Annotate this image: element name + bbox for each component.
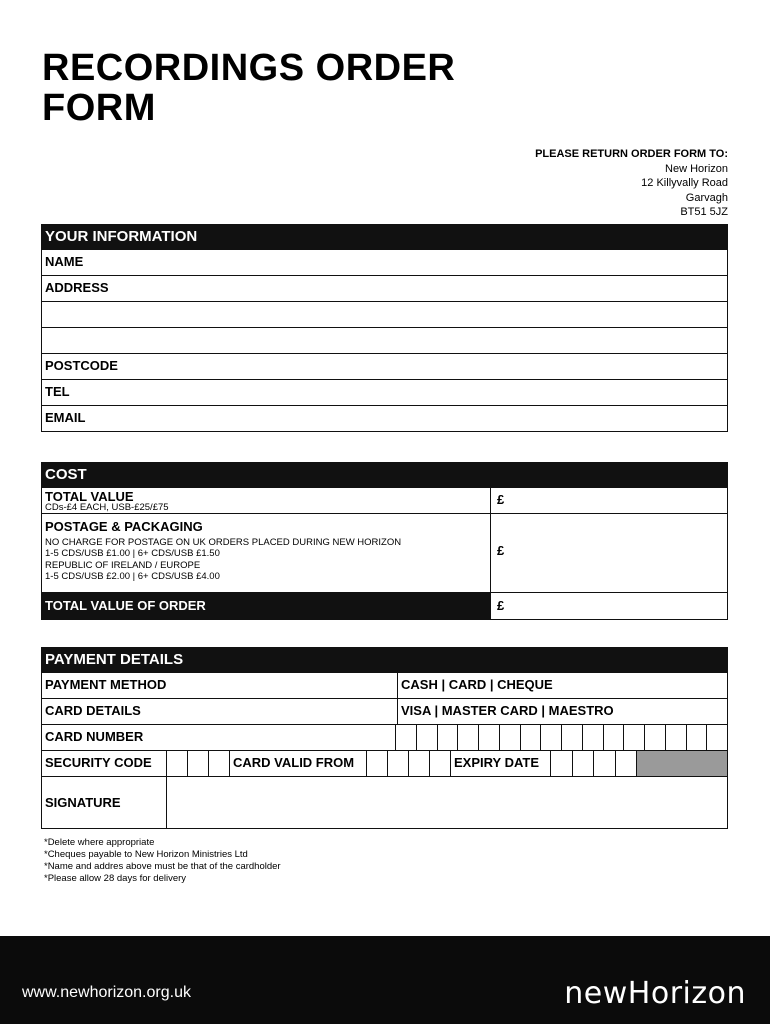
new-horizon-logo: newHorizon [564,976,746,1011]
digit-box[interactable] [429,751,450,776]
name-field[interactable] [41,250,728,276]
your-information-header: YOUR INFORMATION [41,224,728,250]
digit-box[interactable] [408,751,429,776]
return-address [535,147,728,220]
return-line: BT51 5JZ [680,206,728,218]
tel-label: TEL [45,384,70,399]
title-line-1: RECORDINGS ORDER [42,47,456,89]
digit-box[interactable] [437,725,458,750]
payment-method-text: CASH | CARD | CHEQUE [401,677,553,692]
address-field-1[interactable] [41,276,728,302]
email-label: EMAIL [45,410,86,425]
valid-from-label: CARD VALID FROM [233,755,355,770]
digit-box[interactable] [166,751,187,776]
return-heading: PLEASE RETURN ORDER FORM TO: [535,148,728,160]
return-line: Garvagh [685,191,728,204]
note-item: *Cheques payable to New Horizon Ministries Ltd [44,849,248,860]
cost-header: COST [41,462,728,488]
digit-box[interactable] [623,725,644,750]
postage-note: NO CHARGE FOR POSTAGE ON UK ORDERS PLACED DURING NEW HORIZON [45,537,402,548]
digit-box[interactable] [395,725,416,750]
footer [0,936,770,1024]
card-details-row [41,699,728,725]
postage-input[interactable] [490,514,727,592]
payment-section [41,647,728,829]
digit-box[interactable] [187,751,208,776]
total-value-label: TOTAL VALUE [45,489,134,504]
digit-box[interactable] [593,751,615,776]
postage-note: 1-5 CDS/USB £2.00 | 6+ CDS/USB £4.00 [45,571,220,582]
valid-from-boxes[interactable] [366,751,450,776]
cost-section [41,462,728,620]
postcode-field[interactable] [41,354,728,380]
digit-box[interactable] [686,725,707,750]
security-code-boxes[interactable] [166,751,229,776]
total-order-row [41,593,728,620]
security-row [41,751,728,777]
total-value-note: CDs-£4 EACH, USB-£25/£75 [45,502,169,513]
digit-box[interactable] [540,725,561,750]
digit-box[interactable] [582,725,603,750]
title-line-2: FORM [42,87,156,129]
digit-box[interactable] [550,751,572,776]
digit-box[interactable] [572,751,594,776]
digit-box[interactable] [520,725,541,750]
card-number-row [41,725,728,751]
signature-row [41,777,728,829]
payment-method-row [41,673,728,699]
expiry-date-label: EXPIRY DATE [454,755,540,770]
postage-note: REPUBLIC OF IRELAND / EUROPE [45,560,201,571]
digit-box[interactable] [416,725,437,750]
digit-box[interactable] [561,725,582,750]
card-type-options[interactable] [397,699,727,724]
payment-method-label: PAYMENT METHOD [45,677,167,692]
payment-method-options[interactable] [397,673,727,698]
form-title [42,48,455,128]
digit-box[interactable] [665,725,686,750]
digit-box[interactable] [706,725,727,750]
valid-from-label-cell [229,751,366,776]
signature-field[interactable] [166,777,727,828]
digit-box[interactable] [366,751,387,776]
digit-box[interactable] [208,751,229,776]
address-field-2[interactable] [41,302,728,328]
postage-note: 1-5 CDS/USB £1.00 | 6+ CDS/USB £1.50 [45,548,220,559]
card-details-label: CARD DETAILS [45,703,141,718]
return-line: New Horizon [665,162,728,175]
note-item: *Delete where appropriate [44,837,155,848]
website-link[interactable]: www.newhorizon.org.uk [22,984,191,1001]
expiry-label-cell [450,751,550,776]
currency-symbol: £ [497,543,505,558]
name-label: NAME [45,254,84,269]
digit-box[interactable] [457,725,478,750]
security-code-label: SECURITY CODE [45,755,152,770]
postcode-label: POSTCODE [45,358,118,373]
postage-label: POSTAGE & PACKAGING [45,519,203,534]
your-information-section [41,224,728,432]
total-order-input[interactable] [490,593,727,619]
expiry-date-boxes[interactable] [550,751,636,776]
currency-symbol: £ [497,492,505,507]
card-types-text: VISA | MASTER CARD | MAESTRO [401,703,614,718]
digit-box[interactable] [603,725,624,750]
digit-box[interactable] [644,725,665,750]
notes [44,837,281,885]
payment-header: PAYMENT DETAILS [41,647,728,673]
digit-box[interactable] [499,725,520,750]
digit-box[interactable] [615,751,637,776]
note-item: *Name and addres above must be that of the cardholder [44,861,281,872]
total-value-row [41,488,728,514]
card-number-label: CARD NUMBER [45,729,144,744]
address-label: ADDRESS [45,280,109,295]
card-number-boxes[interactable] [395,725,727,750]
note-item: *Please allow 28 days for delivery [44,873,187,884]
total-value-input[interactable] [490,488,727,513]
digit-box[interactable] [478,725,499,750]
email-field[interactable] [41,406,728,432]
digit-box[interactable] [387,751,408,776]
tel-field[interactable] [41,380,728,406]
address-field-3[interactable] [41,328,728,354]
return-line: 12 Killyvally Road [641,177,728,189]
total-order-label: TOTAL VALUE OF ORDER [42,593,490,619]
postage-row [41,514,728,593]
currency-symbol: £ [497,598,505,613]
signature-label: SIGNATURE [45,795,121,810]
shaded-area [636,751,727,776]
